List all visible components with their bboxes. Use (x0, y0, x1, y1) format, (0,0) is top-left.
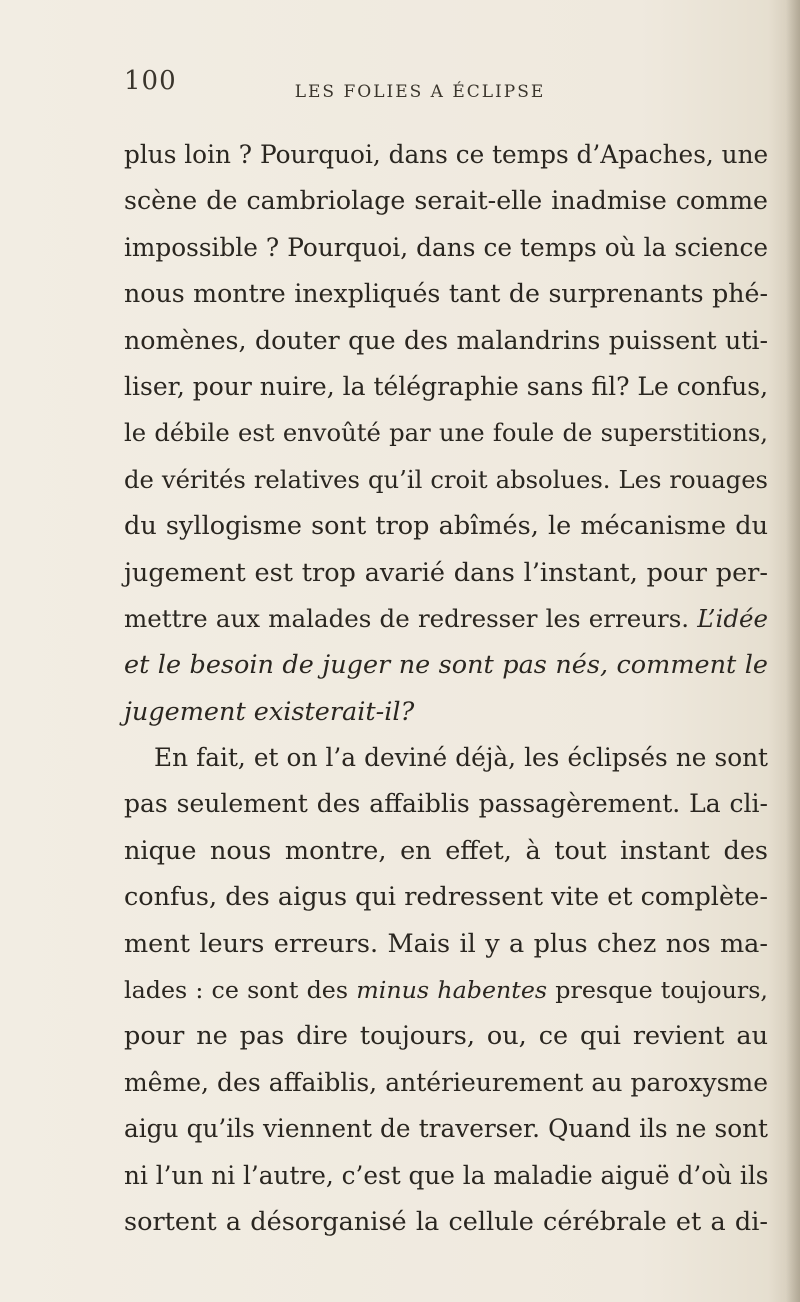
text-line-italic: et le besoin de juger ne sont pas nés, comment le (124, 650, 768, 681)
text-line: liser, pour nuire, la télégraphie sans fil? Le confus, (124, 371, 769, 401)
text-line-mixed (124, 967, 768, 1013)
text-line-italic: jugement existerait-il? (124, 696, 415, 727)
text-line: le débile est envoûté par une foule de superstitions, (124, 418, 768, 448)
body-text (124, 132, 768, 1245)
text-line: de vérités relatives qu’il croit absolues. Les rouages (124, 464, 768, 494)
text-line-mixed (124, 596, 768, 642)
text-line: du syllogisme sont trop abîmés, le mécanisme du (124, 511, 768, 542)
text-line: sortent a désorganisé la cellule cérébrale et a di- (124, 1206, 768, 1237)
text-line: même, des affaiblis, antérieurement au paroxysme (124, 1067, 768, 1097)
text-roman: presque toujours, (547, 976, 768, 1005)
page-number: 100 (124, 66, 177, 96)
text-line: jugement est trop avarié dans l’instant, pour per- (124, 557, 768, 588)
text-roman: mettre aux malades de redresser les erreurs. (124, 603, 698, 633)
text-line: scène de cambriolage serait-elle inadmise comme (124, 186, 768, 216)
text-italic: minus habentes (356, 976, 548, 1005)
text-line: En fait, et on l’a deviné déjà, les éclipsés ne sont (154, 743, 768, 773)
text-line: pas seulement des affaiblis passagèrement. La cli- (124, 789, 768, 819)
text-line: nous montre inexpliqués tant de surprenants phé- (124, 279, 768, 309)
text-roman: lades : ce sont des (124, 976, 357, 1005)
text-line: nique nous montre, en effet, à tout instant des (124, 835, 768, 866)
text-italic: L’idée (697, 603, 768, 633)
text-line: ment leurs erreurs. Mais il y a plus chez nos ma- (124, 928, 768, 959)
text-line: confus, des aigus qui redressent vite et complète- (124, 882, 768, 913)
text-line: nomènes, douter que des malandrins puissent uti- (124, 325, 768, 355)
text-line: impossible ? Pourquoi, dans ce temps où la science (124, 232, 768, 262)
text-line: pour ne pas dire toujours, ou, ce qui revient au (124, 1021, 768, 1052)
running-title: LES FOLIES A ÉCLIPSE (294, 82, 546, 102)
text-line: ni l’un ni l’autre, c’est que la maladie aiguë d’où ils (124, 1160, 769, 1190)
text-line: plus loin ? Pourquoi, dans ce temps d’Apaches, une (124, 140, 769, 169)
page-edge-shadow (786, 0, 800, 1302)
text-line: aigu qu’ils viennent de traverser. Quand ils ne sont (124, 1114, 768, 1144)
